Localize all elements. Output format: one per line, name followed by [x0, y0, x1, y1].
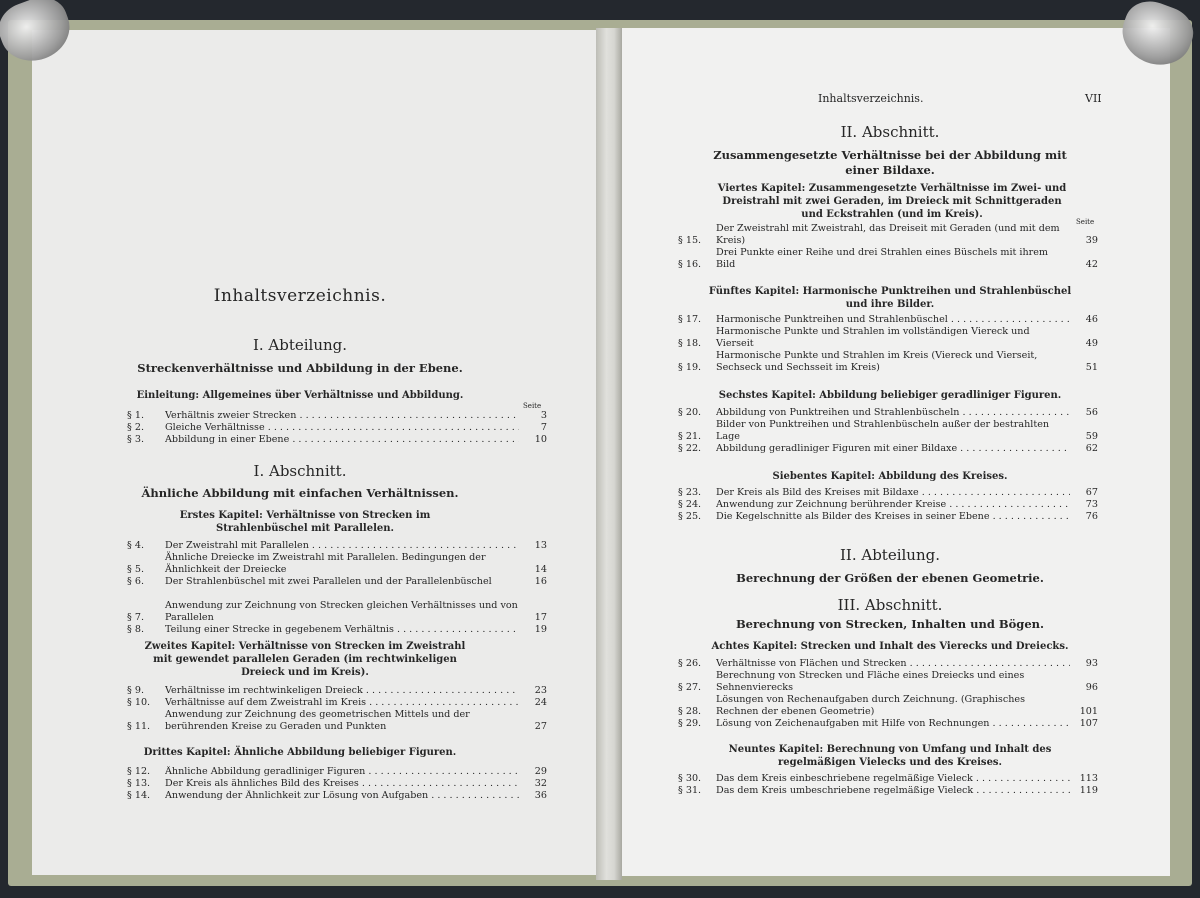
toc-entry-number: § 28. [678, 706, 702, 717]
toc-entry-page: 67 [1085, 487, 1098, 498]
toc-entry-page: 51 [1085, 362, 1098, 373]
toc-entry-number: § 8. [127, 624, 144, 635]
toc-entry-title: Verhältnisse auf dem Zweistrahl im Kreis . . . [165, 697, 519, 709]
toc-entry [678, 773, 1098, 785]
division-heading: I. Abteilung. [252, 336, 348, 354]
toc-entry [678, 511, 1098, 523]
toc-entry [678, 407, 1098, 419]
toc-entry-page: 56 [1085, 407, 1098, 418]
toc-entry-page: 19 [534, 624, 547, 635]
section-subtitle: Berechnung von Strecken, Inhalten und Bögen. [735, 617, 1045, 631]
toc-entry-title: Lösung von Zeichenaufgaben mit Hilfe von Rechnungen . . . [716, 718, 1070, 730]
toc-entry-title: Harmonische Punktreihen und Strahlenbüschel . . . [716, 314, 1070, 326]
toc-entry [678, 314, 1098, 326]
chapter-heading: Achtes Kapitel: Strecken und Inhalt des Vierecks und Dreiecks. [711, 641, 1069, 652]
section-heading: I. Abschnitt. [253, 462, 347, 480]
toc-entry-number: § 31. [678, 785, 702, 796]
toc-entry-number: § 3. [127, 434, 144, 445]
toc-entry-number: § 30. [678, 773, 702, 784]
toc-entry [678, 670, 1098, 694]
toc-entry-page: 39 [1085, 235, 1098, 246]
toc-entry-number: § 5. [127, 564, 144, 575]
toc-entry-title: Das dem Kreis einbeschriebene regelmäßige Vieleck . . . [716, 773, 1070, 785]
toc-entry [127, 790, 547, 802]
toc-entry [678, 658, 1098, 670]
toc-entry-page: 32 [534, 778, 547, 789]
toc-entry-page: 73 [1085, 499, 1098, 510]
toc-entry-number: § 14. [127, 790, 151, 801]
toc-entry-title: Anwendung zur Zeichnung des geometrischen Mittels und der berührenden Kreise zu Geraden und Punkten [165, 709, 470, 732]
toc-entry-number: § 22. [678, 443, 702, 454]
toc-entry-page: 59 [1085, 431, 1098, 442]
toc-entry-title: Berechnung von Strecken und Fläche eines Dreiecks und eines Sehnenvierecks [716, 670, 1025, 693]
toc-entry-page: 10 [534, 434, 547, 445]
toc-entry-page: 14 [534, 564, 547, 575]
toc-entry-title: Der Zweistrahl mit Parallelen . . . [165, 540, 519, 552]
toc-entry-title: Anwendung der Ähnlichkeit zur Lösung von Aufgaben . . . [165, 790, 519, 802]
toc-entry [127, 697, 547, 709]
toc-entry-page: 29 [534, 766, 547, 777]
toc-entry-title: Abbildung geradliniger Figuren mit einer Bildaxe . . . [716, 443, 1070, 455]
toc-entry [678, 499, 1098, 511]
chapter-heading: Drittes Kapitel: Ähnliche Abbildung beliebiger Figuren. [143, 747, 457, 758]
toc-entry [127, 709, 547, 733]
toc-entry-title: Abbildung in einer Ebene . . . [165, 434, 519, 446]
toc-entry-title: Anwendung zur Zeichnung von Strecken gleichen Verhältnisses und von Parallelen [165, 600, 518, 623]
toc-entry-number: § 4. [127, 540, 144, 551]
toc-entry-page: 42 [1085, 259, 1098, 270]
chapter-heading: Siebentes Kapitel: Abbildung des Kreises. [772, 471, 1008, 482]
toc-entry [127, 576, 547, 588]
toc-entry-number: § 18. [678, 338, 702, 349]
toc-entry-number: § 19. [678, 362, 702, 373]
chapter-heading: Neuntes Kapitel: Berechnung von Umfang und Inhalt des regelmäßigen Vielecks und des Kreises. [728, 744, 1052, 768]
toc-entry-title: Der Kreis als ähnliches Bild des Kreises . . . [165, 778, 519, 790]
toc-entry-title: Harmonische Punkte und Strahlen im vollständigen Viereck und Vierseit [716, 326, 1030, 349]
toc-entry-number: § 7. [127, 612, 144, 623]
chapter-heading: Fünftes Kapitel: Harmonische Punktreihen und Strahlenbüschel und ihre Bilder. [708, 286, 1072, 310]
toc-entry-page: 49 [1085, 338, 1098, 349]
toc-entry-page: 7 [540, 422, 547, 433]
toc-entry [678, 326, 1098, 350]
toc-entry-page: 27 [534, 721, 547, 732]
toc-entry [127, 600, 547, 624]
toc-entry-page: 101 [1079, 706, 1098, 717]
toc-entry [678, 350, 1098, 374]
toc-entry [127, 766, 547, 778]
toc-entry-title: Das dem Kreis umbeschriebene regelmäßige Vieleck . . . [716, 785, 1070, 797]
running-head: Inhaltsverzeichnis. [818, 92, 924, 105]
toc-entry-title: Gleiche Verhältnisse . . . [165, 422, 519, 434]
toc-entry-title: Verhältnisse von Flächen und Strecken . . . [716, 658, 1070, 670]
toc-entry-page: 16 [534, 576, 547, 587]
toc-entry-page: 17 [534, 612, 547, 623]
toc-entry-number: § 10. [127, 697, 151, 708]
toc-entry-number: § 24. [678, 499, 702, 510]
toc-entry-page: 13 [534, 540, 547, 551]
section-subtitle: Zusammengesetzte Verhältnisse bei der Abbildung mit einer Bildaxe. [713, 148, 1067, 177]
toc-entry [678, 487, 1098, 499]
book-gutter [596, 28, 622, 880]
toc-entry-title: Der Kreis als Bild des Kreises mit Bildaxe . . . [716, 487, 1070, 499]
toc-entry-number: § 16. [678, 259, 702, 270]
toc-entry [678, 718, 1098, 730]
toc-entry-number: § 20. [678, 407, 702, 418]
toc-entry-number: § 25. [678, 511, 702, 522]
toc-entry-title: Anwendung zur Zeichnung berührender Kreise . . . [716, 499, 1070, 511]
toc-entry-number: § 2. [127, 422, 144, 433]
section-heading: II. Abschnitt. [840, 123, 940, 141]
toc-entry-number: § 1. [127, 410, 144, 421]
page-number: VII [1085, 92, 1102, 105]
division-subtitle: Berechnung der Größen der ebenen Geometrie. [736, 571, 1044, 585]
toc-entry-page: 36 [534, 790, 547, 801]
toc-entry-number: § 9. [127, 685, 144, 696]
toc-entry-page: 113 [1079, 773, 1098, 784]
toc-entry [127, 778, 547, 790]
section-subtitle: Ähnliche Abbildung mit einfachen Verhältnissen. [141, 486, 459, 500]
toc-entry-page: 24 [534, 697, 547, 708]
toc-entry-number: § 27. [678, 682, 702, 693]
toc-entry [678, 247, 1098, 271]
toc-entry [127, 410, 547, 422]
toc-entry-number: § 12. [127, 766, 151, 777]
toc-entry-page: 46 [1085, 314, 1098, 325]
toc-entry-title: Die Kegelschnitte als Bilder des Kreises in seiner Ebene . . . [716, 511, 1070, 523]
toc-entry-number: § 23. [678, 487, 702, 498]
toc-entry-title: Der Strahlenbüschel mit zwei Parallelen und der Parallelenbüschel [165, 576, 492, 587]
toc-entry-page: 96 [1085, 682, 1098, 693]
toc-entry-title: Der Zweistrahl mit Zweistrahl, das Dreiseit mit Geraden (und mit dem Kreis) [716, 223, 1060, 246]
toc-entry-number: § 21. [678, 431, 702, 442]
toc-entry-title: Ähnliche Abbildung geradliniger Figuren . . . [165, 766, 519, 778]
toc-entry [678, 443, 1098, 455]
division-subtitle: Streckenverhältnisse und Abbildung in der Ebene. [137, 361, 463, 375]
toc-entry [127, 685, 547, 697]
seite-label: Seite [1076, 218, 1095, 226]
division-heading: II. Abteilung. [839, 546, 940, 564]
toc-entry-title: Abbildung von Punktreihen und Strahlenbüscheln . . . [716, 407, 1070, 419]
toc-entry-page: 107 [1079, 718, 1098, 729]
toc-entry [678, 694, 1098, 718]
toc-entry-number: § 11. [127, 721, 151, 732]
toc-entry-title: Bilder von Punktreihen und Strahlenbüscheln außer der bestrahlten Lage [716, 419, 1050, 442]
toc-entry [678, 785, 1098, 797]
toc-entry [678, 223, 1098, 247]
toc-entry-page: 3 [540, 410, 547, 421]
chapter-heading: Sechstes Kapitel: Abbildung beliebiger geradliniger Figuren. [718, 390, 1062, 401]
toc-entry [127, 624, 547, 636]
seite-label: Seite [523, 402, 542, 410]
toc-entry-number: § 17. [678, 314, 702, 325]
toc-entry-number: § 13. [127, 778, 151, 789]
toc-entry-title: Verhältnis zweier Strecken . . . [165, 410, 519, 422]
toc-entry-title: Verhältnisse im rechtwinkeligen Dreieck . . . [165, 685, 519, 697]
toc-entry-page: 119 [1079, 785, 1098, 796]
toc-entry-title: Drei Punkte einer Reihe und drei Strahlen eines Büschels mit ihrem Bild [716, 247, 1049, 270]
toc-entry-title: Ähnliche Dreiecke im Zweistrahl mit Parallelen. Bedingungen der Ähnlichkeit der Dreiecke [165, 552, 486, 575]
toc-entry [127, 434, 547, 446]
toc-entry-number: § 26. [678, 658, 702, 669]
toc-entry [678, 419, 1098, 443]
toc-entry-title: Teilung einer Strecke in gegebenem Verhältnis . . . [165, 624, 519, 636]
toc-entry-number: § 15. [678, 235, 702, 246]
toc-entry-title: Harmonische Punkte und Strahlen im Kreis (Viereck und Vierseit, Sechseck und Sechsseit im Kreis) [716, 350, 1038, 373]
toc-entry-title: Lösungen von Rechenaufgaben durch Zeichnung. (Graphisches Rechnen der ebenen Geometrie) [716, 694, 1025, 717]
toc-entry-page: 93 [1085, 658, 1098, 669]
toc-title: Inhaltsverzeichnis. [213, 286, 387, 306]
section-heading: III. Abschnitt. [837, 596, 943, 614]
toc-entry-page: 62 [1085, 443, 1098, 454]
toc-entry-number: § 29. [678, 718, 702, 729]
chapter-heading: Zweites Kapitel: Verhältnisse von Strecken im Zweistrahl mit gewendet parallelen Geraden (im rechtwinkeligen Dreieck und im Kreis). [144, 641, 466, 678]
toc-entry [127, 552, 547, 576]
toc-entry-number: § 6. [127, 576, 144, 587]
intro-heading: Einleitung: Allgemeines über Verhältnisse und Abbildung. [136, 390, 464, 401]
chapter-heading: Viertes Kapitel: Zusammengesetzte Verhältnisse im Zwei- und Dreistrahl mit zwei Geraden, im Dreieck mit Schnittgeraden und Eckstrahlen (und im Kreis). [717, 183, 1067, 220]
toc-entry [127, 422, 547, 434]
toc-entry-page: 76 [1085, 511, 1098, 522]
chapter-heading: Erstes Kapitel: Verhältnisse von Strecken im Strahlenbüschel mit Parallelen. [179, 510, 431, 534]
toc-entry-page: 23 [534, 685, 547, 696]
toc-entry [127, 540, 547, 552]
